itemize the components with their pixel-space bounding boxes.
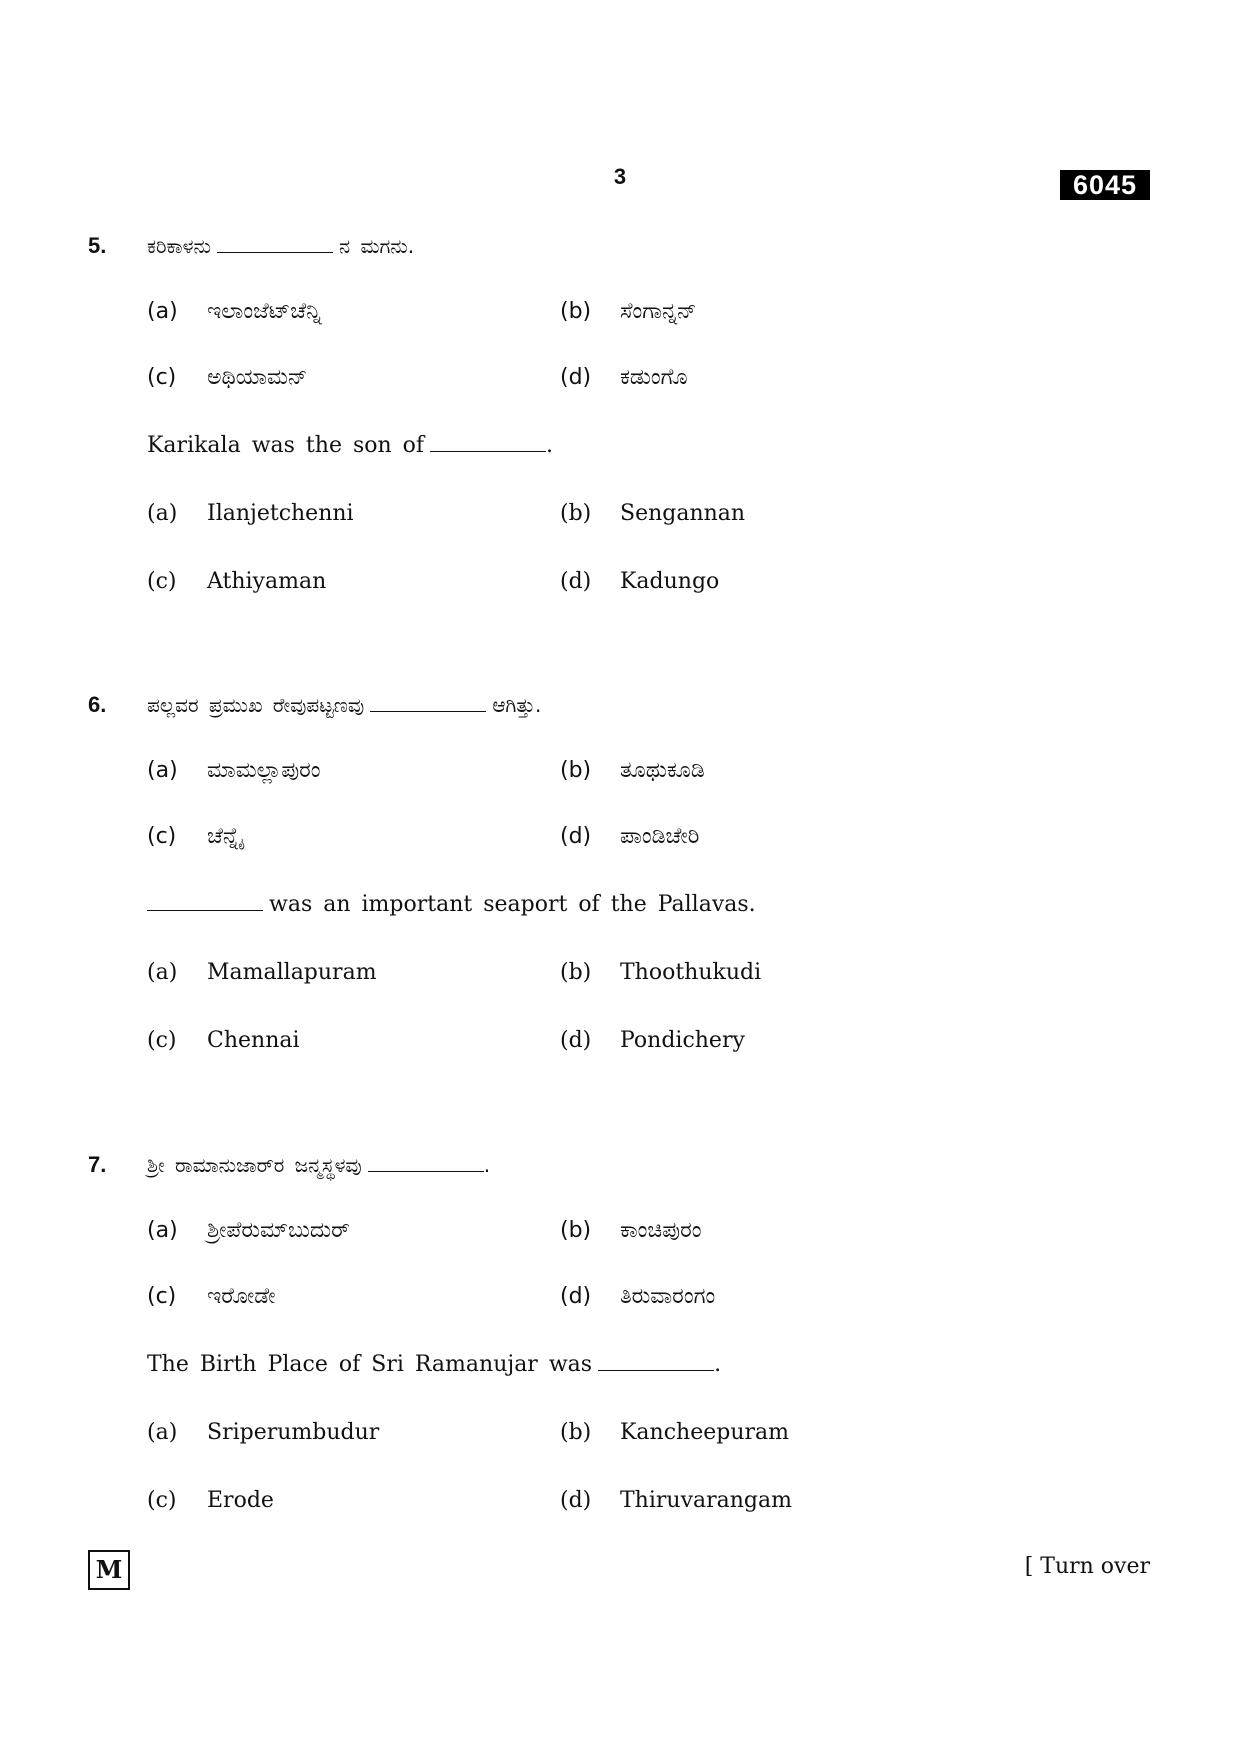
option-key: (b) xyxy=(560,1420,592,1445)
option-text: Sengannan xyxy=(620,501,746,526)
stem-text-after: . xyxy=(714,1352,722,1377)
option-text: ತೂಥುಕೂಡಿ xyxy=(620,758,705,783)
answer-blank xyxy=(217,232,333,253)
option-key: (c) xyxy=(147,1488,177,1513)
option-key: (a) xyxy=(147,1420,178,1445)
option-text: ಅಥಿಯಾಮನ್ xyxy=(207,365,308,390)
stem-text-after: . xyxy=(483,1153,491,1177)
english-stem xyxy=(147,890,756,920)
option-key: (c) xyxy=(147,569,177,594)
english-stem xyxy=(147,1350,721,1380)
option-key: (d) xyxy=(560,365,592,390)
page-number: 3 xyxy=(613,164,627,189)
paper-code-badge: 6045 xyxy=(1060,170,1150,200)
stem-text-after: ಆಗಿತ್ತು. xyxy=(492,693,542,717)
stem-text-after: . xyxy=(546,433,554,458)
option-text: Pondichery xyxy=(620,1028,745,1053)
option-text: Thoothukudi xyxy=(620,960,762,985)
option-text: ಶ್ರೀಪೆರುಮ್‌ಬುದುರ್ xyxy=(207,1218,350,1243)
option-key: (b) xyxy=(560,1218,592,1243)
stem-text-before: ಶ್ರೀ ರಾಮಾನುಜಾರ್‌ರ ಜನ್ಮಸ್ಥಳವು xyxy=(147,1153,362,1177)
option-text: Erode xyxy=(207,1488,274,1513)
option-text: Kadungo xyxy=(620,569,720,594)
option-text: Chennai xyxy=(207,1028,300,1053)
stem-text-after: ನ ಮಗನು. xyxy=(338,234,415,258)
option-key: (c) xyxy=(147,365,177,390)
stem-text-before: ಕರಿಕಾಳನು xyxy=(147,234,211,258)
option-text: Athiyaman xyxy=(207,569,327,594)
option-key: (a) xyxy=(147,501,178,526)
option-text: ಪಾಂಡಿಚೇರಿ xyxy=(620,824,700,849)
option-key: (a) xyxy=(147,299,178,324)
english-stem xyxy=(147,431,553,461)
option-text: ಚೆನ್ನೈ xyxy=(207,824,243,849)
question-number: 5. xyxy=(88,233,107,258)
option-text: ಸೆಂಗಾನ್ನನ್ xyxy=(620,299,697,324)
option-text: ಇಲಾಂಜೆಟ್‌ಚೆನ್ನಿ xyxy=(207,299,322,324)
option-text: Mamallapuram xyxy=(207,960,377,985)
answer-blank xyxy=(147,890,263,911)
stem-text-before: Karikala was the son of xyxy=(147,433,425,458)
option-text: ಇರೋಡೇ xyxy=(207,1284,276,1309)
answer-blank xyxy=(368,1151,484,1172)
question-number: 7. xyxy=(88,1152,107,1177)
option-key: (a) xyxy=(147,1218,178,1243)
option-text: ತಿರುವಾರಂಗಂ xyxy=(620,1284,716,1309)
option-key: (c) xyxy=(147,1028,177,1053)
option-key: (d) xyxy=(560,824,592,849)
kannada-stem xyxy=(147,1150,490,1180)
answer-blank xyxy=(430,431,546,452)
option-text: Ilanjetchenni xyxy=(207,501,354,526)
option-key: (b) xyxy=(560,960,592,985)
question-number: 6. xyxy=(88,692,107,717)
option-key: (d) xyxy=(560,569,592,594)
option-text: Kancheepuram xyxy=(620,1420,789,1445)
medium-marker-box: M xyxy=(88,1550,130,1590)
answer-blank xyxy=(370,691,486,712)
option-text: Thiruvarangam xyxy=(620,1488,792,1513)
option-text: ಮಾಮಲ್ಲಾಪುರಂ xyxy=(207,758,321,783)
option-key: (b) xyxy=(560,758,592,783)
option-key: (c) xyxy=(147,1284,177,1309)
turn-over-note: [ Turn over xyxy=(1024,1554,1150,1579)
option-text: Sriperumbudur xyxy=(207,1420,380,1445)
option-key: (b) xyxy=(560,299,592,324)
option-text: ಕಾಂಚಿಪುರಂ xyxy=(620,1218,702,1243)
stem-text-after: was an important seaport of the Pallavas. xyxy=(269,892,756,917)
option-key: (a) xyxy=(147,758,178,783)
option-text: ಕಡುಂಗೊ xyxy=(620,365,688,390)
option-key: (d) xyxy=(560,1488,592,1513)
option-key: (b) xyxy=(560,501,592,526)
kannada-stem xyxy=(147,231,414,261)
option-key: (c) xyxy=(147,824,177,849)
kannada-stem xyxy=(147,690,541,720)
option-key: (d) xyxy=(560,1028,592,1053)
answer-blank xyxy=(598,1350,714,1371)
stem-text-before: The Birth Place of Sri Ramanujar was xyxy=(147,1352,593,1377)
option-key: (d) xyxy=(560,1284,592,1309)
option-key: (a) xyxy=(147,960,178,985)
stem-text-before: ಪಲ್ಲವರ ಪ್ರಮುಖ ರೇವುಪಟ್ಟಣವು xyxy=(147,693,365,717)
